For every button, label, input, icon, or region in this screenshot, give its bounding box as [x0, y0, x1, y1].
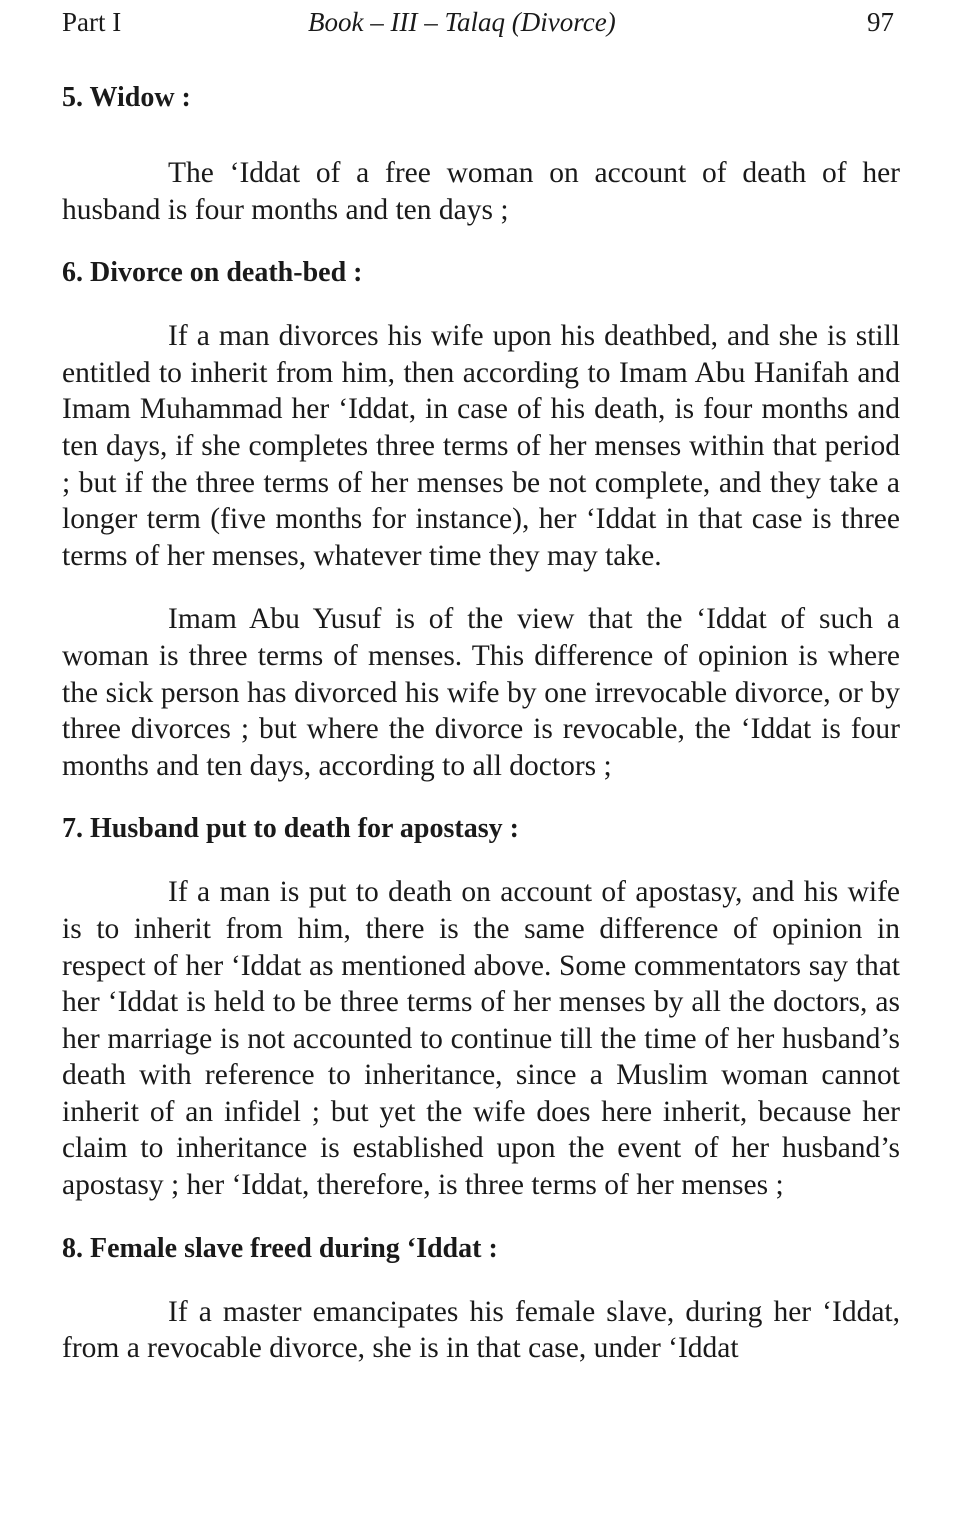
section-heading-female-slave-freed: 8. Female slave freed during ‘Iddat :: [62, 1232, 498, 1264]
book-title: Book – III – Talaq (Divorce): [308, 7, 616, 37]
section-heading-widow: 5. Widow :: [62, 82, 191, 113]
book-page: [62, 0, 900, 1367]
paragraph: The ‘Iddat of a free woman on account of death of her husband is four months and ten days ;: [62, 157, 900, 226]
section-heading-divorce-on-death-bed: 6. Divorce on death-bed :: [62, 257, 363, 289]
page-number: 97: [867, 7, 894, 37]
paragraph: Imam Abu Yusuf is of the view that the ‘Iddat of such a woman is three terms of menses. This difference of opinion is where the sick person has divorced his wife by one irrevocable divorce, or by three divorces ; but where the divorce is revocable, the ‘Iddat is four months and ten days, according to all doctors ;: [62, 603, 900, 782]
paragraph: If a man divorces his wife upon his deathbed, and she is still entitled to inherit from him, then according to Imam Abu Hanifah and Imam Muhammad her ‘Iddat, in case of his death, is four months and ten days, if she completes three terms of her menses within that period ; but if the three terms of her menses be not complete, and they take a longer term (five months for instance), her ‘Iddat in that case is three terms of her menses, whatever time they may take.: [62, 320, 900, 572]
running-header: [62, 0, 900, 50]
paragraph: If a man is put to death on account of apostasy, and his wife is to inherit from him, there is the same difference of opinion in respect of her ‘Iddat as mentioned above. Some commentators say that her ‘Iddat is held to be three terms of her menses by all the doctors, as her marriage is not accounted to continue till the time of her husband’s death with reference to inheritance, since a Muslim woman cannot inherit of an infidel ; but yet the wife does here inherit, because her claim to inheritance is established upon the event of her husband’s apostasy ; her ‘Iddat, therefore, is three terms of her menses ;: [62, 876, 900, 1202]
part-label: Part I: [62, 7, 122, 37]
section-heading-husband-put-to-death: 7. Husband put to death for apostasy :: [62, 813, 519, 845]
paragraph: If a master emancipates his female slave, during her ‘Iddat, from a revocable divorce, she is in that case, under ‘Iddat: [62, 1295, 900, 1365]
